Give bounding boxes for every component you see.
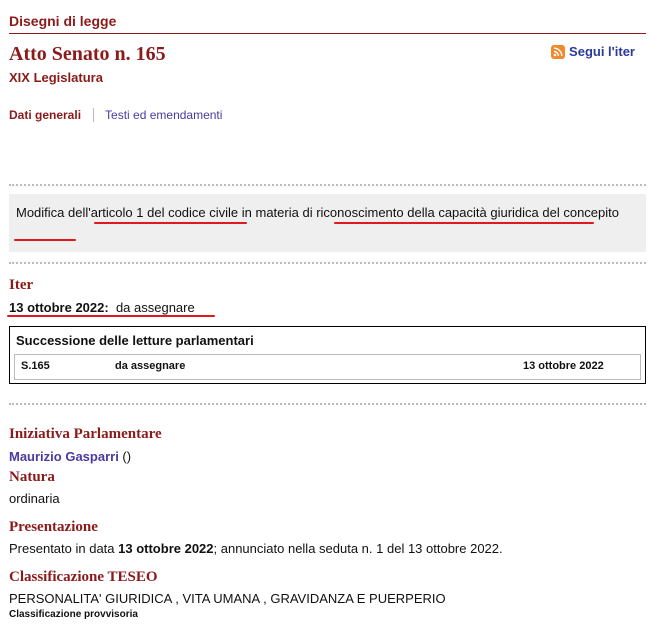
presentazione-prefix: Presentato in data xyxy=(9,541,119,556)
bill-summary-box xyxy=(9,194,646,252)
section-title: Disegni di legge xyxy=(9,13,117,29)
iter-status-line xyxy=(9,300,195,315)
summary-part-1: Modifica dell' xyxy=(16,205,91,220)
summary-part-3: in materia di xyxy=(238,205,317,220)
sponsor-line xyxy=(9,449,131,464)
dotted-divider xyxy=(9,403,646,405)
bill-summary-text xyxy=(16,204,626,221)
annotation-underline xyxy=(334,222,594,224)
summary-part-4: riconoscimento della capacità giuridica del concepito xyxy=(316,205,619,220)
follow-iter-link[interactable] xyxy=(551,44,635,59)
annotation-underline xyxy=(14,239,76,241)
iniziativa-heading: Iniziativa Parlamentare xyxy=(9,426,162,442)
presentazione-suffix: ; annunciato nella seduta n. 1 del 13 ottobre 2022. xyxy=(213,541,503,556)
readings-table-title: Successione delle letture parlamentari xyxy=(16,333,254,348)
follow-iter-label: Segui l'iter xyxy=(569,44,635,59)
presentazione-text xyxy=(9,541,503,556)
summary-part-2: articolo 1 del codice civile xyxy=(90,205,239,220)
rss-icon xyxy=(551,45,565,59)
readings-table xyxy=(9,326,646,384)
row-code: S.165 xyxy=(21,360,50,372)
row-status: da assegnare xyxy=(115,360,186,372)
dotted-divider xyxy=(9,262,646,264)
section-header xyxy=(9,11,646,34)
page-title: Atto Senato n. 165 xyxy=(9,43,166,65)
dotted-divider xyxy=(9,184,646,186)
tab-bar xyxy=(9,108,222,122)
iter-status: da assegnare xyxy=(115,300,195,315)
natura-value: ordinaria xyxy=(9,491,60,506)
teseo-heading: Classificazione TESEO xyxy=(9,569,158,585)
table-row xyxy=(14,354,641,380)
tab-separator xyxy=(93,108,94,122)
annotation-underline xyxy=(94,222,247,224)
sponsor-suffix: () xyxy=(118,449,132,464)
iter-heading: Iter xyxy=(9,277,34,293)
tab-testi-emendamenti[interactable]: Testi ed emendamenti xyxy=(105,108,223,122)
natura-heading: Natura xyxy=(9,469,55,485)
teseo-note: Classificazione provvisoria xyxy=(9,609,138,620)
iter-date: 13 ottobre 2022: xyxy=(9,300,109,315)
sponsor-link[interactable]: Maurizio Gasparri xyxy=(9,449,119,464)
row-date: 13 ottobre 2022 xyxy=(523,360,604,372)
tab-dati-generali[interactable]: Dati generali xyxy=(9,108,82,122)
presentazione-date: 13 ottobre 2022 xyxy=(118,541,214,556)
legislature-label: XIX Legislatura xyxy=(9,70,103,85)
presentazione-heading: Presentazione xyxy=(9,519,98,535)
teseo-value: PERSONALITA' GIURIDICA , VITA UMANA , GRAVIDANZA E PUERPERIO xyxy=(9,591,446,606)
annotation-underline xyxy=(7,315,215,317)
